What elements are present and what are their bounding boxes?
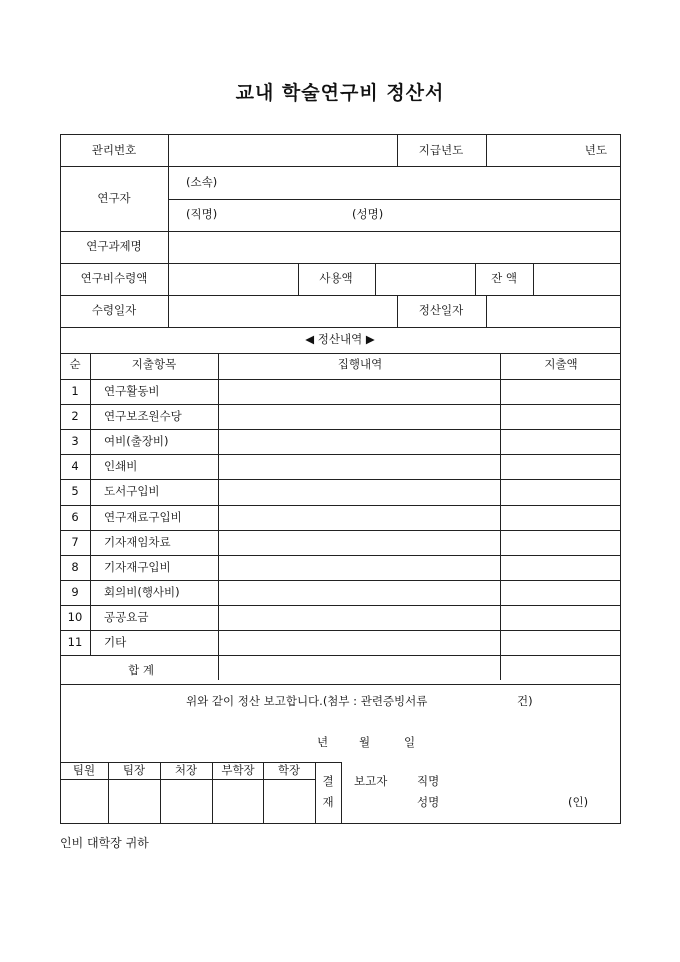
rule bbox=[341, 762, 342, 824]
section-title-text: 정산내역 bbox=[317, 332, 363, 346]
rule bbox=[500, 353, 501, 680]
rule bbox=[60, 655, 621, 656]
position-label: (직명) bbox=[186, 207, 218, 221]
rule bbox=[263, 762, 264, 824]
row-number: 3 bbox=[71, 434, 79, 448]
col-header-item: 지출항목 bbox=[131, 357, 177, 371]
approval-role: 팀장 bbox=[122, 763, 146, 777]
approval-role: 부학장 bbox=[221, 763, 255, 777]
rule bbox=[168, 199, 621, 200]
statement-count-unit: 건) bbox=[517, 694, 533, 708]
col-header-detail: 집행내역 bbox=[337, 357, 383, 371]
form-title: 교내 학술연구비 정산서 bbox=[235, 82, 445, 104]
row-number: 6 bbox=[71, 510, 79, 524]
rule bbox=[486, 134, 487, 166]
rule bbox=[90, 353, 91, 655]
rule bbox=[475, 263, 476, 295]
recipient-line: 인비 대학장 귀하 bbox=[60, 836, 149, 850]
affiliation-label: (소속) bbox=[186, 175, 218, 189]
rule bbox=[60, 555, 621, 556]
rule bbox=[298, 263, 299, 295]
mgmt-no-label: 관리번호 bbox=[91, 143, 137, 157]
rule bbox=[60, 429, 621, 430]
rule bbox=[218, 353, 219, 680]
row-number: 1 bbox=[71, 384, 79, 398]
approval-jae: 재 bbox=[322, 795, 334, 809]
receipt-date-label: 수령일자 bbox=[91, 303, 137, 317]
row-number: 11 bbox=[67, 635, 83, 649]
reporter-position-label: 직명 bbox=[417, 774, 440, 788]
section-title bbox=[305, 334, 374, 346]
row-number: 8 bbox=[71, 560, 79, 574]
rule bbox=[60, 166, 621, 167]
reporter-name-label: 성명 bbox=[417, 795, 440, 809]
project-label: 연구과제명 bbox=[86, 239, 142, 253]
rule bbox=[60, 530, 621, 531]
rule bbox=[533, 263, 534, 295]
balance-label: 잔 액 bbox=[491, 271, 517, 285]
expense-item: 여비(출장비) bbox=[104, 434, 169, 448]
statement-text: 위와 같이 정산 보고합니다.(첨부 : 관련증빙서류 bbox=[186, 694, 428, 708]
date-day: 일 bbox=[404, 735, 416, 749]
rule bbox=[397, 295, 398, 327]
year-unit: 년도 bbox=[584, 143, 607, 157]
row-number: 4 bbox=[71, 459, 79, 473]
rule bbox=[60, 630, 621, 631]
rule bbox=[60, 263, 621, 264]
name-label: (성명) bbox=[352, 207, 384, 221]
rule bbox=[60, 605, 621, 606]
row-number: 7 bbox=[71, 535, 79, 549]
settle-date-label: 정산일자 bbox=[418, 303, 464, 317]
rule bbox=[375, 263, 376, 295]
date-month: 월 bbox=[359, 735, 371, 749]
expense-item: 인쇄비 bbox=[104, 459, 138, 473]
rule bbox=[212, 762, 213, 824]
expense-item: 연구보조원수당 bbox=[104, 409, 182, 423]
total-label: 합 계 bbox=[128, 663, 154, 677]
row-number: 2 bbox=[71, 409, 79, 423]
left-triangle-icon: ◀ bbox=[305, 332, 315, 346]
rule bbox=[168, 134, 169, 327]
rule bbox=[60, 295, 621, 296]
researcher-label: 연구자 bbox=[97, 191, 131, 205]
expense-item: 연구활동비 bbox=[104, 384, 160, 398]
approval-role: 팀원 bbox=[72, 763, 96, 777]
rule bbox=[60, 327, 621, 328]
rule bbox=[60, 231, 621, 232]
rule bbox=[486, 295, 487, 327]
expense-item: 기자재구입비 bbox=[104, 560, 171, 574]
date-year: 년 bbox=[317, 735, 329, 749]
approval-role: 학장 bbox=[277, 763, 301, 777]
rule bbox=[60, 404, 621, 405]
rule bbox=[60, 479, 621, 480]
row-number: 10 bbox=[67, 610, 83, 624]
rule bbox=[60, 353, 621, 354]
expense-item: 기타 bbox=[104, 635, 127, 649]
expense-item: 도서구입비 bbox=[104, 484, 160, 498]
rule bbox=[60, 684, 621, 685]
col-header-no: 순 bbox=[69, 357, 81, 371]
right-triangle-icon: ▶ bbox=[365, 332, 375, 346]
row-number: 9 bbox=[71, 585, 79, 599]
rule bbox=[60, 379, 621, 380]
rule bbox=[60, 454, 621, 455]
used-label: 사용액 bbox=[319, 271, 353, 285]
expense-item: 기자재임차료 bbox=[104, 535, 171, 549]
rule bbox=[60, 779, 315, 780]
expense-item: 연구재료구입비 bbox=[104, 510, 182, 524]
rule bbox=[160, 762, 161, 824]
rule bbox=[60, 505, 621, 506]
expense-item: 공공요금 bbox=[104, 610, 149, 624]
rule bbox=[60, 580, 621, 581]
col-header-amount: 지출액 bbox=[544, 357, 578, 371]
reporter-label: 보고자 bbox=[354, 774, 388, 788]
rule bbox=[315, 762, 316, 824]
row-number: 5 bbox=[71, 484, 79, 498]
received-label: 연구비수령액 bbox=[80, 271, 148, 285]
rule bbox=[108, 762, 109, 824]
approval-gyeol: 결 bbox=[322, 774, 334, 788]
approval-role: 처장 bbox=[174, 763, 198, 777]
seal-mark: (인) bbox=[568, 795, 589, 809]
rule bbox=[397, 134, 398, 166]
pay-year-label: 지급년도 bbox=[418, 143, 464, 157]
expense-item: 회의비(행사비) bbox=[104, 585, 180, 599]
